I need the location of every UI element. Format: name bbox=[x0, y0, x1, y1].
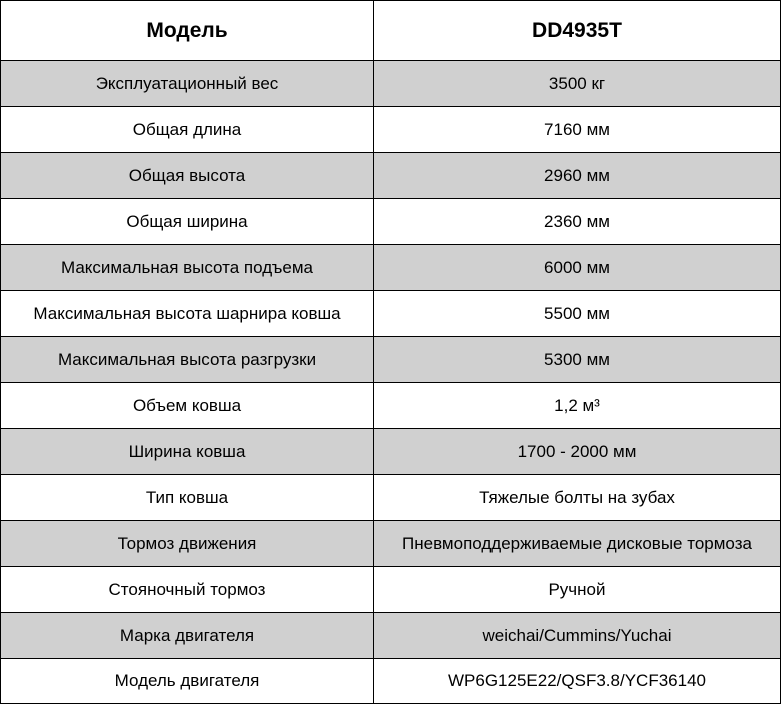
row-label: Максимальная высота разгрузки bbox=[1, 337, 374, 383]
table-row-max-hinge-height bbox=[1, 291, 781, 337]
row-value: weichai/Cummins/Yuchai bbox=[374, 613, 781, 659]
row-value: 1700 - 2000 мм bbox=[374, 429, 781, 475]
table-row-overall-height bbox=[1, 153, 781, 199]
table-row-service-brake bbox=[1, 521, 781, 567]
table-row-engine-model bbox=[1, 659, 781, 704]
row-value: 6000 мм bbox=[374, 245, 781, 291]
row-value: 2360 мм bbox=[374, 199, 781, 245]
table-row-max-dump-height bbox=[1, 337, 781, 383]
table-row-bucket-width bbox=[1, 429, 781, 475]
row-label: Стояночный тормоз bbox=[1, 567, 374, 613]
row-label: Максимальная высота подъема bbox=[1, 245, 374, 291]
row-label: Общая высота bbox=[1, 153, 374, 199]
row-label: Общая ширина bbox=[1, 199, 374, 245]
row-value: 5500 мм bbox=[374, 291, 781, 337]
row-label: Ширина ковша bbox=[1, 429, 374, 475]
table-row-max-lift-height bbox=[1, 245, 781, 291]
row-value: 2960 мм bbox=[374, 153, 781, 199]
table-row-overall-width bbox=[1, 199, 781, 245]
table-row-engine-brand bbox=[1, 613, 781, 659]
table-row-overall-length bbox=[1, 107, 781, 153]
row-label: Общая длина bbox=[1, 107, 374, 153]
row-label: Объем ковша bbox=[1, 383, 374, 429]
row-label: Тип ковша bbox=[1, 475, 374, 521]
header-label: Модель bbox=[1, 1, 374, 61]
row-value: 3500 кг bbox=[374, 61, 781, 107]
table-row-bucket-volume bbox=[1, 383, 781, 429]
row-label: Эксплуатационный вес bbox=[1, 61, 374, 107]
header-value: DD4935T bbox=[374, 1, 781, 61]
row-value: 5300 мм bbox=[374, 337, 781, 383]
row-value: Тяжелые болты на зубах bbox=[374, 475, 781, 521]
row-label: Максимальная высота шарнира ковша bbox=[1, 291, 374, 337]
row-label: Тормоз движения bbox=[1, 521, 374, 567]
row-label: Марка двигателя bbox=[1, 613, 374, 659]
row-value: 1,2 м³ bbox=[374, 383, 781, 429]
row-label: Модель двигателя bbox=[1, 659, 374, 704]
table-row-parking-brake bbox=[1, 567, 781, 613]
row-value: WP6G125E22/QSF3.8/YCF36140 bbox=[374, 659, 781, 704]
header-row bbox=[1, 1, 781, 61]
table-row-operating-weight bbox=[1, 61, 781, 107]
row-value: Ручной bbox=[374, 567, 781, 613]
table-row-bucket-type bbox=[1, 475, 781, 521]
row-value: Пневмоподдерживаемые дисковые тормоза bbox=[374, 521, 781, 567]
row-value: 7160 мм bbox=[374, 107, 781, 153]
